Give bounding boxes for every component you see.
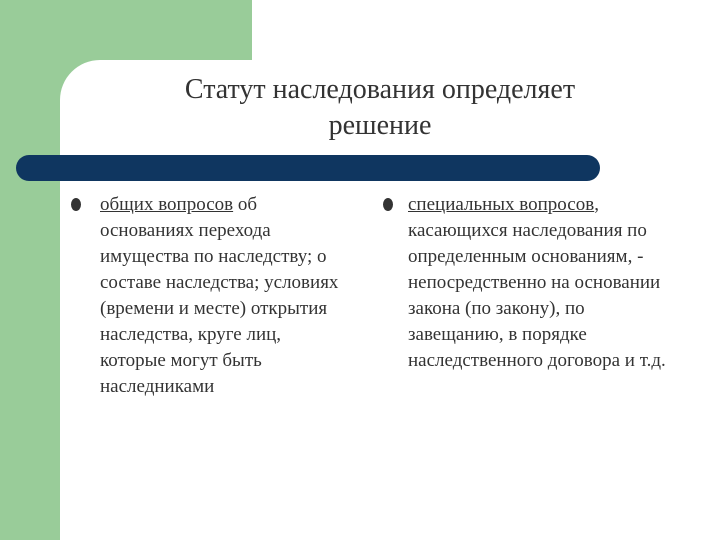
right-description: , касающихся наследования по определенным основаниям, - непосредственно на основании закона (по закону), по завещанию, в порядке наследственного договора и т.д. bbox=[408, 194, 666, 371]
left-underlined-term: общих вопросов bbox=[100, 194, 234, 215]
bullet-icon bbox=[71, 198, 81, 211]
left-bullet-text bbox=[100, 192, 350, 400]
title-line-1: Статут наследования определяет bbox=[184, 74, 576, 105]
title-divider-bar bbox=[16, 155, 600, 181]
slide-title bbox=[100, 72, 660, 144]
right-bullet-text bbox=[408, 192, 668, 374]
title-line-2: решение bbox=[328, 110, 432, 141]
bullet-icon bbox=[383, 198, 393, 211]
green-side-band bbox=[0, 0, 60, 540]
left-description: об основаниях перехода имущества по наследству; о составе наследства; условиях (времени и месте) открытия наследства, круге лиц, которые могут быть наследниками bbox=[100, 194, 339, 397]
right-underlined-term: специальных вопросов bbox=[408, 194, 595, 215]
